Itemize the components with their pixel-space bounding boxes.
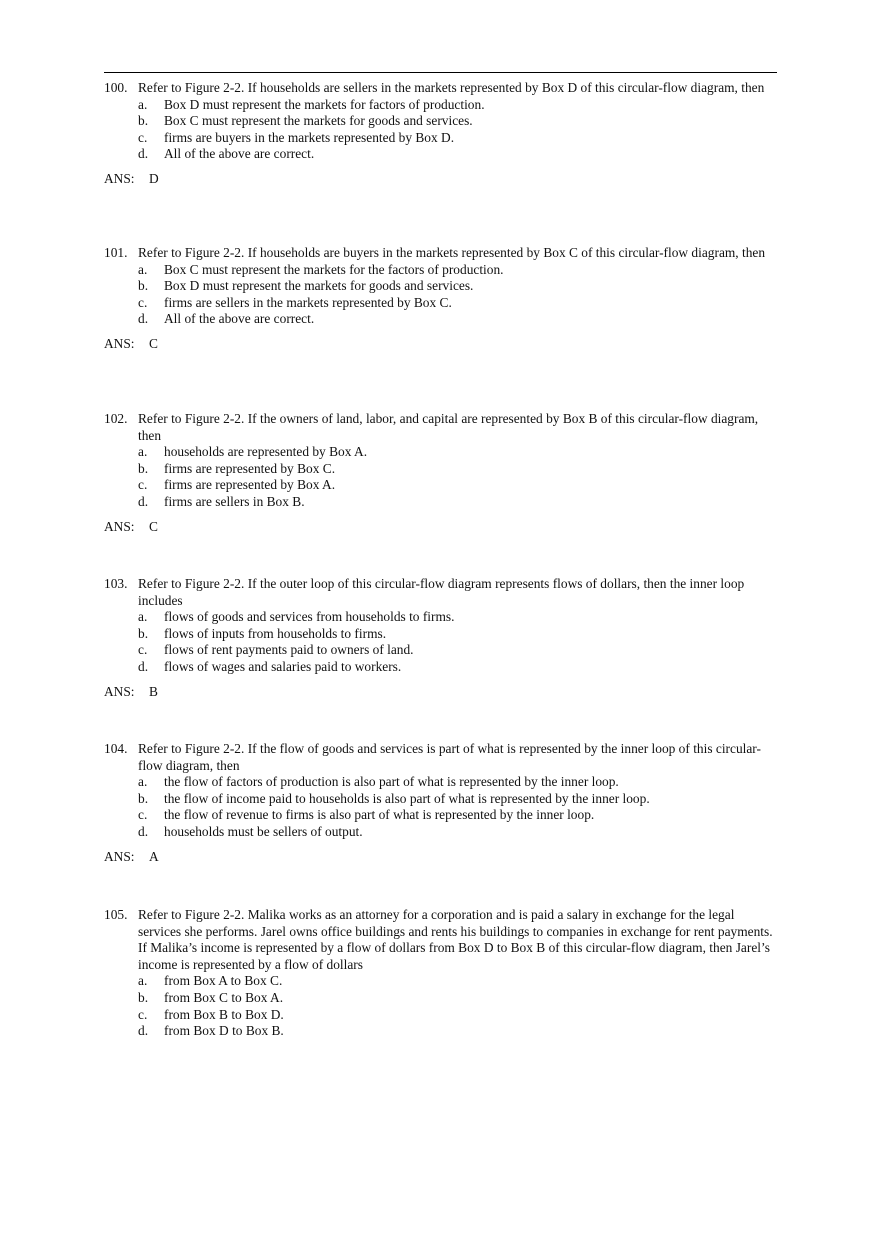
answer-line: [104, 336, 777, 353]
choice-text: the flow of factors of production is also part of what is represented by the inner loop.: [164, 774, 619, 790]
question-number: 102.: [104, 411, 128, 426]
choice-b: [104, 278, 777, 295]
question-text: Refer to Figure 2-2. If the flow of goods and services is part of what is represented by the inner loop of this circular-flow diagram, then: [138, 741, 761, 773]
choice-text: firms are sellers in Box B.: [164, 493, 305, 509]
choice-b: [104, 113, 777, 130]
choice-text: All of the above are correct.: [164, 311, 315, 327]
choice-text: households are represented by Box A.: [164, 444, 368, 460]
choice-text: Box D must represent the markets for factors of production.: [164, 96, 485, 112]
choice-d: [104, 494, 777, 511]
choice-a: [104, 609, 777, 626]
choice-text: Box D must represent the markets for goods and services.: [164, 278, 474, 294]
choice-c: [104, 130, 777, 147]
question-stem: [104, 907, 777, 973]
answer-line: [104, 849, 777, 866]
choice-letter: a.: [138, 96, 148, 112]
choice-d: [104, 311, 777, 328]
choice-text: households must be sellers of output.: [164, 823, 363, 839]
choice-letter: c.: [138, 294, 148, 310]
choice-d: [104, 1023, 777, 1040]
choice-letter: b.: [138, 278, 149, 294]
choice-c: [104, 807, 777, 824]
choice-text: the flow of revenue to firms is also part of what is represented by the inner loop.: [164, 807, 595, 823]
question-104: [104, 741, 777, 865]
answer-value: A: [149, 848, 159, 864]
choice-text: firms are buyers in the markets represented by Box D.: [164, 129, 455, 145]
answer-label: ANS:: [104, 848, 135, 864]
question-text: Refer to Figure 2-2. Malika works as an attorney for a corporation and is paid a salary in exchange for the legal services she performs. Jarel owns office buildings and rents his buildings to companies in exchange for rent payments. If Malika’s income is represented by a flow of dollars from Box D to Box B of this circular-flow diagram, then Jarel’s income is represented by a flow of dollars: [138, 907, 773, 972]
answer-line: [104, 519, 777, 536]
choice-b: [104, 791, 777, 808]
question-stem: [104, 80, 777, 97]
answer-line: [104, 684, 777, 701]
choice-d: [104, 659, 777, 676]
top-rule: [104, 72, 777, 73]
choice-d: [104, 146, 777, 163]
choice-text: firms are sellers in the markets represented by Box C.: [164, 294, 452, 310]
question-103: [104, 576, 777, 700]
choice-a: [104, 444, 777, 461]
choice-text: from Box D to Box B.: [164, 1023, 284, 1039]
answer-label: ANS:: [104, 683, 135, 699]
choice-text: flows of inputs from households to firms.: [164, 625, 387, 641]
choice-a: [104, 97, 777, 114]
choice-letter: d.: [138, 823, 149, 839]
answer-value: B: [149, 683, 158, 699]
question-stem: [104, 741, 777, 774]
question-101: [104, 245, 777, 353]
question-stem: [104, 411, 777, 444]
choice-d: [104, 824, 777, 841]
choice-letter: c.: [138, 807, 148, 823]
choice-a: [104, 262, 777, 279]
question-number: 101.: [104, 245, 128, 260]
choice-letter: c.: [138, 1006, 148, 1022]
question-text: Refer to Figure 2-2. If households are sellers in the markets represented by Box D of this circular-flow diagram, then: [138, 80, 765, 95]
choice-letter: d.: [138, 311, 149, 327]
question-100: [104, 80, 777, 188]
choice-c: [104, 1007, 777, 1024]
choice-letter: c.: [138, 477, 148, 493]
choice-letter: b.: [138, 989, 149, 1005]
answer-label: ANS:: [104, 335, 135, 351]
choice-letter: b.: [138, 790, 149, 806]
question-number: 100.: [104, 80, 128, 95]
choice-text: Box C must represent the markets for the factors of production.: [164, 261, 504, 277]
answer-value: C: [149, 335, 158, 351]
answer-line: [104, 171, 777, 188]
question-number: 103.: [104, 576, 128, 591]
choice-c: [104, 477, 777, 494]
question-number: 104.: [104, 741, 128, 756]
question-102: [104, 411, 777, 535]
choice-a: [104, 973, 777, 990]
question-105: [104, 907, 777, 1040]
choice-letter: b.: [138, 460, 149, 476]
choice-letter: a.: [138, 774, 148, 790]
choice-letter: d.: [138, 493, 149, 509]
choice-text: firms are represented by Box A.: [164, 477, 336, 493]
choice-a: [104, 774, 777, 791]
choice-text: the flow of income paid to households is also part of what is represented by the inner loop.: [164, 790, 650, 806]
choice-letter: b.: [138, 113, 149, 129]
question-number: 105.: [104, 907, 128, 922]
choice-letter: c.: [138, 129, 148, 145]
choice-text: firms are represented by Box C.: [164, 460, 336, 476]
answer-value: D: [149, 170, 159, 186]
choice-letter: b.: [138, 625, 149, 641]
choice-text: flows of rent payments paid to owners of land.: [164, 642, 414, 658]
question-stem: [104, 245, 777, 262]
choice-text: Box C must represent the markets for goods and services.: [164, 113, 473, 129]
choice-text: from Box C to Box A.: [164, 989, 284, 1005]
answer-label: ANS:: [104, 170, 135, 186]
choice-text: from Box B to Box D.: [164, 1006, 284, 1022]
choice-letter: d.: [138, 1023, 149, 1039]
choice-letter: a.: [138, 973, 148, 989]
choice-c: [104, 642, 777, 659]
answer-label: ANS:: [104, 518, 135, 534]
question-text: Refer to Figure 2-2. If households are buyers in the markets represented by Box C of this circular-flow diagram, then: [138, 245, 766, 260]
question-text: Refer to Figure 2-2. If the outer loop of this circular-flow diagram represents flows of dollars, then the inner loop includes: [138, 576, 745, 608]
choice-letter: d.: [138, 658, 149, 674]
choice-b: [104, 626, 777, 643]
choice-letter: a.: [138, 609, 148, 625]
question-stem: [104, 576, 777, 609]
choice-letter: a.: [138, 444, 148, 460]
choice-b: [104, 990, 777, 1007]
question-text: Refer to Figure 2-2. If the owners of land, labor, and capital are represented by Box B of this circular-flow diagram, then: [138, 411, 759, 443]
choice-text: All of the above are correct.: [164, 146, 315, 162]
choice-b: [104, 461, 777, 478]
choice-text: flows of goods and services from households to firms.: [164, 609, 455, 625]
choice-text: from Box A to Box C.: [164, 973, 283, 989]
choice-letter: d.: [138, 146, 149, 162]
choice-c: [104, 295, 777, 312]
answer-value: C: [149, 518, 158, 534]
choice-text: flows of wages and salaries paid to workers.: [164, 658, 402, 674]
choice-letter: c.: [138, 642, 148, 658]
choice-letter: a.: [138, 261, 148, 277]
